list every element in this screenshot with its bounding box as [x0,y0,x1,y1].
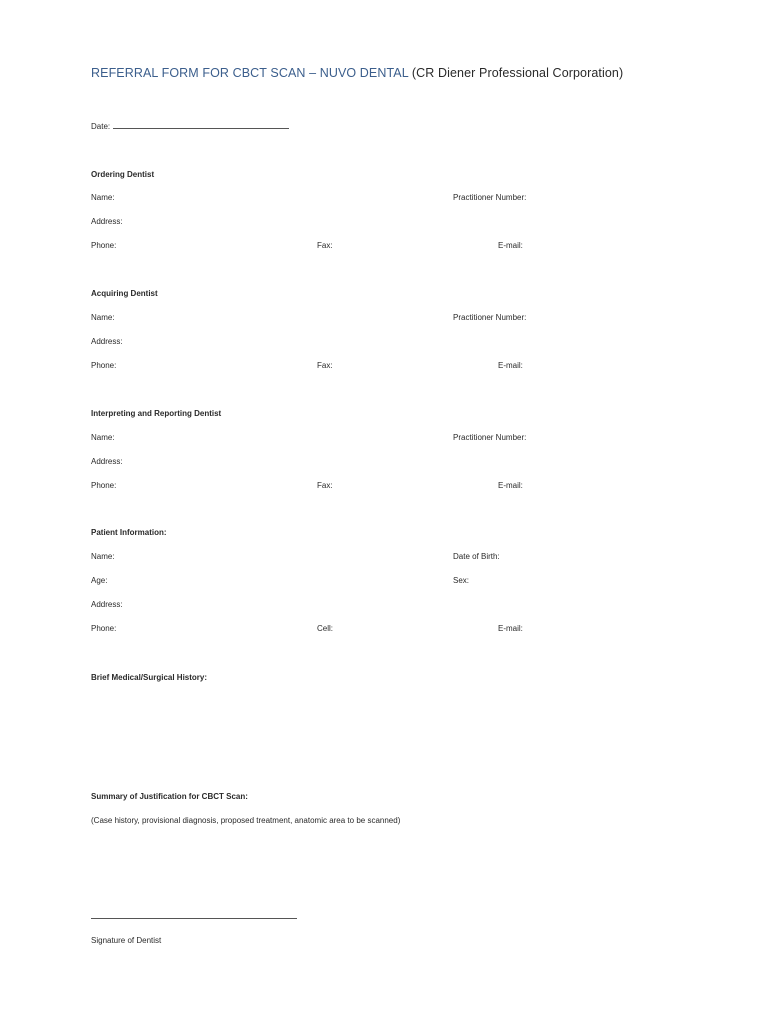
ordering-dentist-heading: Ordering Dentist [91,170,155,179]
ordering-phone-label: Phone: [91,241,117,250]
medical-history-heading: Brief Medical/Surgical History: [91,673,208,682]
acquiring-practitioner-label: Practitioner Number: [453,313,527,322]
patient-cell-label: Cell: [317,624,334,633]
patient-age-label: Age: [91,576,108,585]
acquiring-address-label: Address: [91,337,123,346]
patient-phone-label: Phone: [91,624,117,633]
justification-note: (Case history, provisional diagnosis, proposed treatment, anatomic area to be scanned) [91,816,401,825]
ordering-address-label: Address: [91,217,123,226]
date-row [91,121,289,131]
acquiring-dentist-heading: Acquiring Dentist [91,289,158,298]
interpreting-name-label: Name: [91,433,115,442]
form-title [91,66,623,80]
signature-line[interactable] [91,918,297,919]
ordering-email-label: E-mail: [498,241,523,250]
acquiring-email-label: E-mail: [498,361,523,370]
interpreting-email-label: E-mail: [498,481,523,490]
justification-heading: Summary of Justification for CBCT Scan: [91,792,248,801]
form-title-org: (CR Diener Professional Corporation) [408,66,624,80]
acquiring-name-label: Name: [91,313,115,322]
acquiring-fax-label: Fax: [317,361,333,370]
interpreting-dentist-heading: Interpreting and Reporting Dentist [91,409,222,418]
patient-dob-label: Date of Birth: [453,552,500,561]
date-field[interactable] [113,121,289,129]
interpreting-fax-label: Fax: [317,481,333,490]
patient-sex-label: Sex: [453,576,470,585]
ordering-name-label: Name: [91,193,115,202]
date-label: Date: [91,122,111,131]
acquiring-phone-label: Phone: [91,361,117,370]
interpreting-address-label: Address: [91,457,123,466]
interpreting-phone-label: Phone: [91,481,117,490]
signature-label: Signature of Dentist [91,936,162,945]
patient-address-label: Address: [91,600,123,609]
ordering-fax-label: Fax: [317,241,333,250]
ordering-practitioner-label: Practitioner Number: [453,193,527,202]
patient-email-label: E-mail: [498,624,523,633]
patient-information-heading: Patient Information: [91,528,167,537]
patient-name-label: Name: [91,552,115,561]
form-title-main: REFERRAL FORM FOR CBCT SCAN – NUVO DENTAL [91,66,409,80]
interpreting-practitioner-label: Practitioner Number: [453,433,527,442]
